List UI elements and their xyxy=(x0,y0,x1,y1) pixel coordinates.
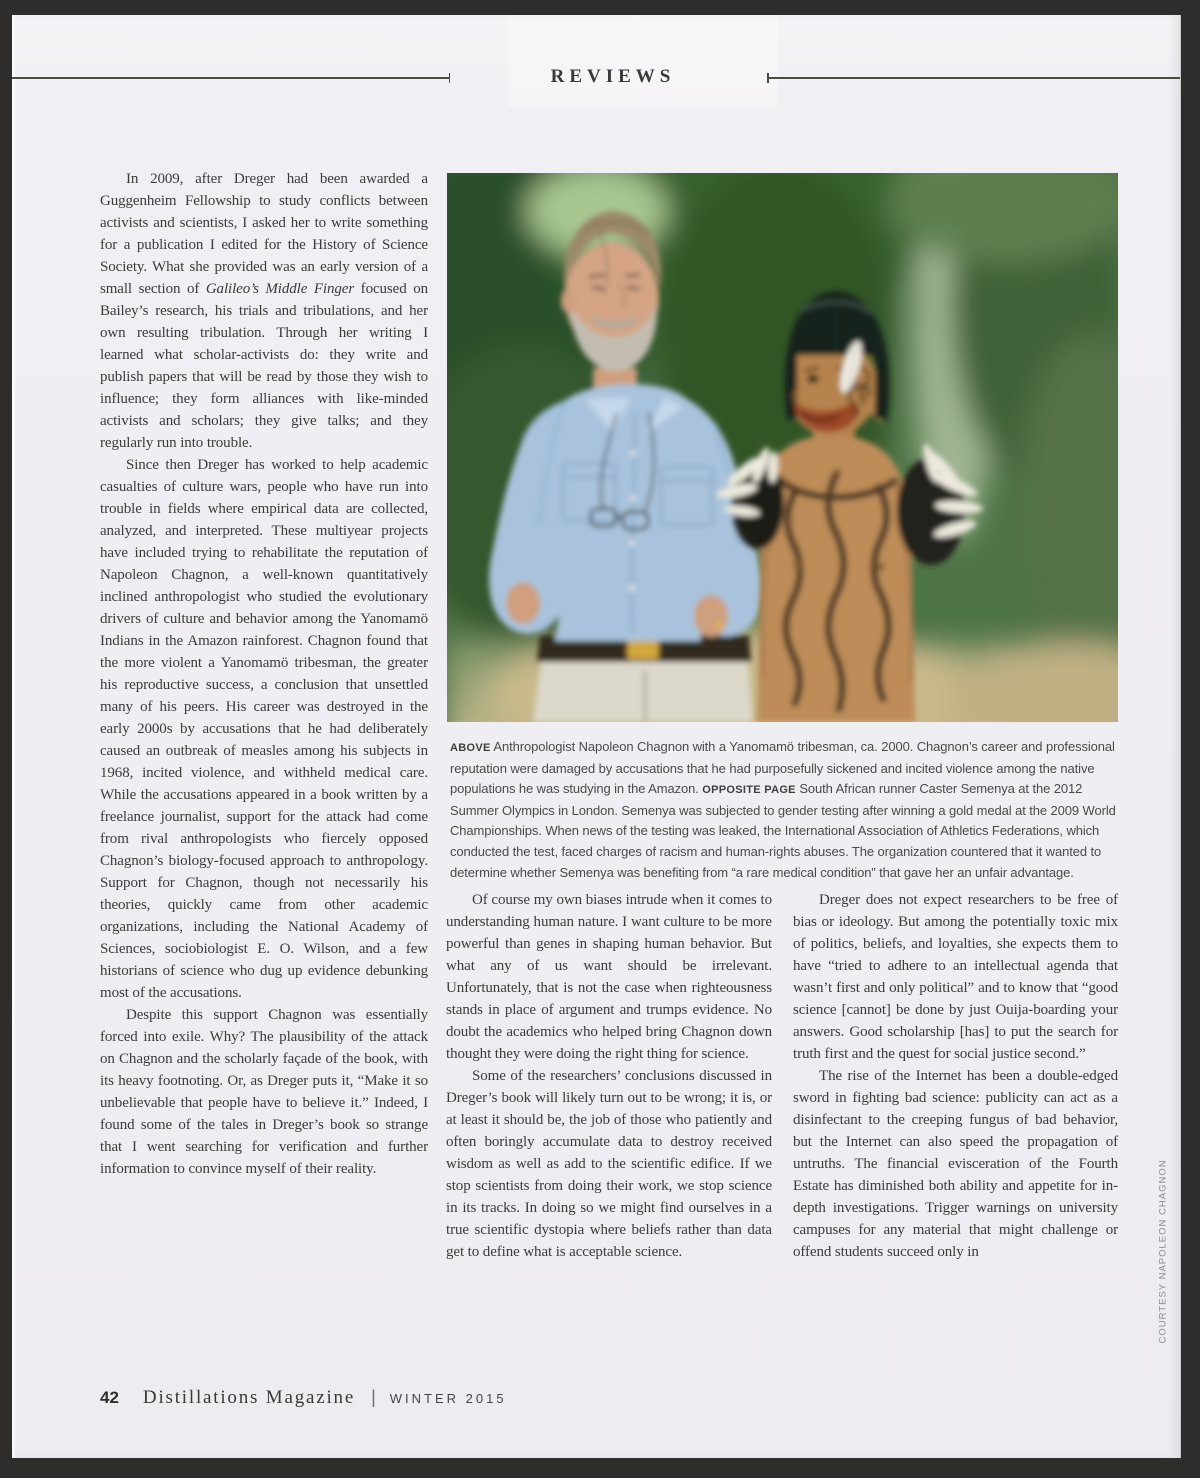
caption-text-above: Anthropologist Napoleon Chagnon with a Yanomamö tribesman, ca. 2000. Chagnon’s career and professional reputation were damaged by accusations that he had purposefully sickened and incited violence among the native populations he was studying in the Amazon. xyxy=(450,739,1115,797)
paragraph-text: In 2009, after Dreger had been awarded a Guggenheim Fellowship to study conflicts between activists and scientists, I asked her to write something for a publication I edited for the History of Science Society. What she provided was an early version of a small section of xyxy=(100,171,428,297)
page-number: 42 xyxy=(100,1388,119,1407)
article-column-right xyxy=(793,889,1118,1263)
photo-illustration xyxy=(447,173,1118,722)
caption-text-opposite-page: South African runner Caster Semenya at the 2012 Summer Olympics in London. Semenya was subjected to gender testing after winning a gold medal at the 2009 World Championships. When news of the testing was leaked, the International Association of Athletics Federations, which conducted the test, faced charges of racism and human-rights abuses. The organization countered that it wanted to determine whether Semenya was benefiting from “a rare medical condition” that gave her an unfair advantage. xyxy=(450,781,1116,880)
photo-caption xyxy=(450,737,1118,883)
paragraph: Despite this support Chagnon was essentially forced into exile. Why? The plausibility of the attack on Chagnon and the scholarly façade of the book, with its heavy footnoting. Or, as Dreger puts it, “Make it so unbelievable that people have to believe it.” Indeed, I found some of the tales in Dreger’s book so strange that I went searching for verification and further information to convince myself of their reality. xyxy=(100,1007,428,1177)
paragraph xyxy=(100,168,428,454)
article-photo xyxy=(447,173,1118,722)
book-title-italic: Galileo’s Middle Finger xyxy=(205,281,355,297)
magazine-title: Distillations Magazine xyxy=(142,1387,356,1408)
article-column-left xyxy=(100,168,428,1180)
paragraph: The rise of the Internet has been a double-edged sword in fighting bad science: publicity can act as a disinfectant to the creeping fungus of bad behavior, but the Internet can also speed the propagation of untruths. The financial evisceration of the Fourth Estate has diminished both ability and appetite for in-depth investigations. Trigger warnings on university campuses for any material that might challenge or offend students succeed only in xyxy=(793,1068,1118,1260)
article-column-middle xyxy=(446,889,772,1263)
caption-label-opposite-page: OPPOSITE PAGE xyxy=(702,784,796,797)
paragraph-text: focused on Bailey’s research, his trials and tribulations, and her own resulting tribulation. Through her writing I learned what scholar-activists do: they write and publish papers that will be read by those they wish to influence; they form alliances with like-minded activists and scholars; they give talks; and they regularly run into trouble. xyxy=(100,281,428,451)
header-highlight-band xyxy=(508,15,778,107)
header-rule-left xyxy=(12,77,450,79)
paragraph: Dreger does not expect researchers to be free of bias or ideology. But among the potentially toxic mix of politics, beliefs, and loyalties, she expects them to have “tried to adhere to an intellectual agenda that wasn’t first and only political” and to know that “good science [cannot] be done by just Ouija-boarding your answers. Good scholarship [has] to put the search for truth first and the quest for social justice second.” xyxy=(793,892,1118,1062)
photo-credit: COURTESY NAPOLEON CHAGNON xyxy=(1157,1159,1169,1344)
header-rule-right xyxy=(767,77,1180,79)
paragraph: Some of the researchers’ conclusions discussed in Dreger’s book will likely turn out to be wrong; it is, or at least it should be, the job of those who patiently and often boringly accumulate data to destroy received wisdom as well as add to the scientific edifice. If we stop scientists from doing their work, we stop science in its tracks. In doing so we might find ourselves in a true scientific dystopia where beliefs rather than data get to define what is acceptable science. xyxy=(446,1068,772,1260)
section-title: REVIEWS xyxy=(550,66,676,87)
caption-label-above: ABOVE xyxy=(450,742,491,754)
footer-separator: | xyxy=(371,1387,376,1407)
issue-label: WINTER 2015 xyxy=(389,1391,507,1406)
page-footer xyxy=(100,1387,507,1409)
paragraph: Of course my own biases intrude when it comes to understanding human nature. I want culture to be more powerful than genes in shaping human behavior. But what any of us want should be irrelevant. Unfortunately, that is not the case when righteousness stands in place of argument and trumps evidence. No doubt the academics who helped bring Chagnon down thought they were doing the right thing for science. xyxy=(446,892,772,1062)
paragraph: Since then Dreger has worked to help academic casualties of culture wars, people who have run into trouble in fields where empirical data are collected, analyzed, and interpreted. These multiyear projects have included trying to rehabilitate the reputation of Napoleon Chagnon, a well-known quantitatively inclined anthropologist who studied the evolutionary drivers of culture and behavior among the Yanomamö Indians in the Amazon rainforest. Chagnon found that the more violent a Yanomamö tribesman, the greater his reproductive success, a conclusion that unsettled many of his peers. His career was destroyed in the early 2000s by accusations that he had deliberately caused an outbreak of measles among his subjects in 1968, incited violence, and withheld medical care. While the accusations appeared in a book written by a freelance journalist, support for the attack had come from rival anthropologists who fiercely opposed Chagnon’s biology-focused approach to anthropology. Support for Chagnon, though not necessarily his theories, quickly came from other academic organizations, including the National Academy of Sciences, sociobiologist E. O. Wilson, and a few historians of science who dug up evidence debunking most of the accusations. xyxy=(100,457,428,1001)
magazine-page xyxy=(12,15,1181,1458)
